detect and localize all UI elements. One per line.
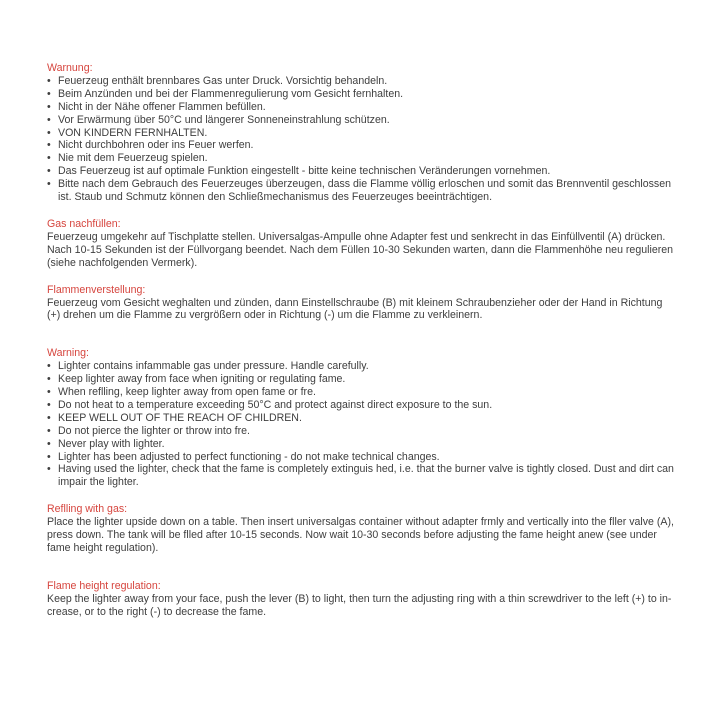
bullet-item — [47, 75, 675, 88]
bullet-item — [47, 88, 675, 101]
bullet-item — [47, 412, 675, 425]
bullet-text: KEEP WELL OUT OF THE REACH OF CHILDREN. — [58, 411, 302, 424]
bullet-text: Feuerzeug enthält brennbares Gas unter Druck. Vorsichtig behandeln. — [58, 74, 388, 87]
bullet-text: Never play with lighter. — [58, 437, 165, 450]
bullet-glyph: • — [47, 398, 51, 411]
bullet-glyph: • — [47, 74, 51, 87]
bullet-item — [47, 152, 675, 165]
bullet-glyph: • — [47, 113, 51, 126]
bullet-item — [47, 463, 675, 489]
section-heading-flame-height-regulation: Flame height regulation: — [47, 579, 161, 592]
bullet-text: Do not heat to a temperature exceeding 50°C and protect against direct exposure to the sun. — [58, 398, 493, 411]
instruction-text-block — [47, 62, 675, 633]
bullet-glyph: • — [47, 152, 51, 165]
bullet-glyph: • — [47, 126, 51, 139]
gas-nachfuellen-paragraph: Feuerzeug umgekehr auf Tischplatte stellen. Universalgas-Ampulle ohne Adapter fest und senkrecht in das Einfüllventil (A) drücken. Nach 10-15 Sekunden ist der Füllvorgang beendet. Nach dem Füllen 10-30 Sekunden warten, dann die Flammenhöhe neu regulieren (siehe nachfolgenden Vermerk). — [47, 230, 674, 269]
bullet-item — [47, 399, 675, 412]
bullet-item — [47, 139, 675, 152]
bullet-text: Keep lighter away from face when igniting or regulating fame. — [58, 373, 346, 386]
flammenverstellung-paragraph: Feuerzeug vom Gesicht weghalten und zünden, dann Einstellschraube (B) mit kleinem Schraubenzieher oder der Hand in Richtung (+) drehen um die Flamme zu vergrößern oder in Richtung (-) um die Flamme zu verkleinern. — [47, 296, 663, 322]
bullet-item — [47, 451, 675, 464]
section-gas-nachfuellen — [47, 218, 675, 270]
bullet-glyph: • — [47, 165, 51, 178]
section-heading-flammenverstellung: Flammenverstellung: — [47, 283, 146, 296]
warning-bullet-list — [47, 360, 675, 489]
bullet-item — [47, 165, 675, 178]
bullet-text: Nicht in der Nähe offener Flammen befüllen. — [58, 100, 266, 113]
bullet-text: When reflling, keep lighter away from open fame or fre. — [58, 386, 316, 399]
section-refilling-with-gas — [47, 503, 675, 555]
bullet-item — [47, 386, 675, 399]
bullet-glyph: • — [47, 463, 51, 476]
section-warnung — [47, 62, 675, 204]
bullet-item — [47, 360, 675, 373]
bullet-glyph: • — [47, 139, 51, 152]
bullet-glyph: • — [47, 424, 51, 437]
bullet-text: Das Feuerzeug ist auf optimale Funktion eingestellt - bitte keine technischen Veränderungen vornehmen. — [58, 165, 551, 178]
bullet-glyph: • — [47, 87, 51, 100]
bullet-text: VON KINDERN FERNHALTEN. — [58, 126, 208, 139]
refilling-with-gas-paragraph: Place the lighter upside down on a table. Then insert universalgas container without adapter frmly and vertically into the fller valve (A), press down. The tank will be flled after 10-15 seconds. Now wait 10-30 seconds before adjusting the fame height anew (see under fame height regulation). — [47, 516, 674, 554]
bullet-item — [47, 114, 675, 127]
section-heading-refilling-with-gas: Reflling with gas: — [47, 503, 128, 516]
section-flame-height-regulation — [47, 580, 675, 619]
bullet-text: Bitte nach dem Gebrauch des Feuerzeuges überzeugen, dass die Flamme völlig erloschen und somit das Brennventil geschlossen ist. Staub und Schmutz können den Schließmechanismus des Feuerzeuges beeinträchtigen. — [58, 178, 672, 204]
bullet-glyph: • — [47, 373, 51, 386]
bullet-text: Having used the lighter, check that the fame is completely extinguis hed, i.e. that the burner valve is tightly closed. Dust and dirt can impair the lighter. — [58, 463, 674, 489]
bullet-item — [47, 127, 675, 140]
bullet-glyph: • — [47, 360, 51, 373]
bullet-glyph: • — [47, 178, 51, 191]
bullet-glyph: • — [47, 437, 51, 450]
bullet-item — [47, 373, 675, 386]
flame-height-regulation-paragraph: Keep the lighter away from your face, push the lever (B) to light, then turn the adjusting ring with a thin screwdriver to the left (+) to in-crease, or to the right (-) to decrease the fame. — [47, 592, 672, 618]
bullet-item — [47, 438, 675, 451]
section-heading-warnung: Warnung: — [47, 62, 93, 74]
bullet-item — [47, 101, 675, 114]
bullet-glyph: • — [47, 411, 51, 424]
bullet-text: Do not pierce the lighter or throw into fre. — [58, 424, 250, 437]
bullet-text: Lighter contains infammable gas under pressure. Handle carefully. — [58, 360, 369, 373]
bullet-item — [47, 178, 675, 204]
bullet-glyph: • — [47, 386, 51, 399]
section-heading-gas-nachfuellen: Gas nachfüllen: — [47, 217, 121, 230]
bullet-text: Nie mit dem Feuerzeug spielen. — [58, 152, 208, 165]
bullet-text: Vor Erwärmung über 50°C und längerer Sonneneinstrahlung schützen. — [58, 113, 390, 126]
bullet-item — [47, 425, 675, 438]
bullet-glyph: • — [47, 450, 51, 463]
bullet-glyph: • — [47, 100, 51, 113]
section-heading-warning: Warning: — [47, 347, 89, 360]
section-flammenverstellung — [47, 284, 675, 323]
bullet-text: Lighter has been adjusted to perfect functioning - do not make technical changes. — [58, 450, 440, 463]
bullet-text: Beim Anzünden und bei der Flammenregulierung vom Gesicht fernhalten. — [58, 87, 404, 100]
bullet-text: Nicht durchbohren oder ins Feuer werfen. — [58, 139, 254, 152]
section-warning — [47, 347, 675, 489]
warnung-bullet-list — [47, 75, 675, 204]
